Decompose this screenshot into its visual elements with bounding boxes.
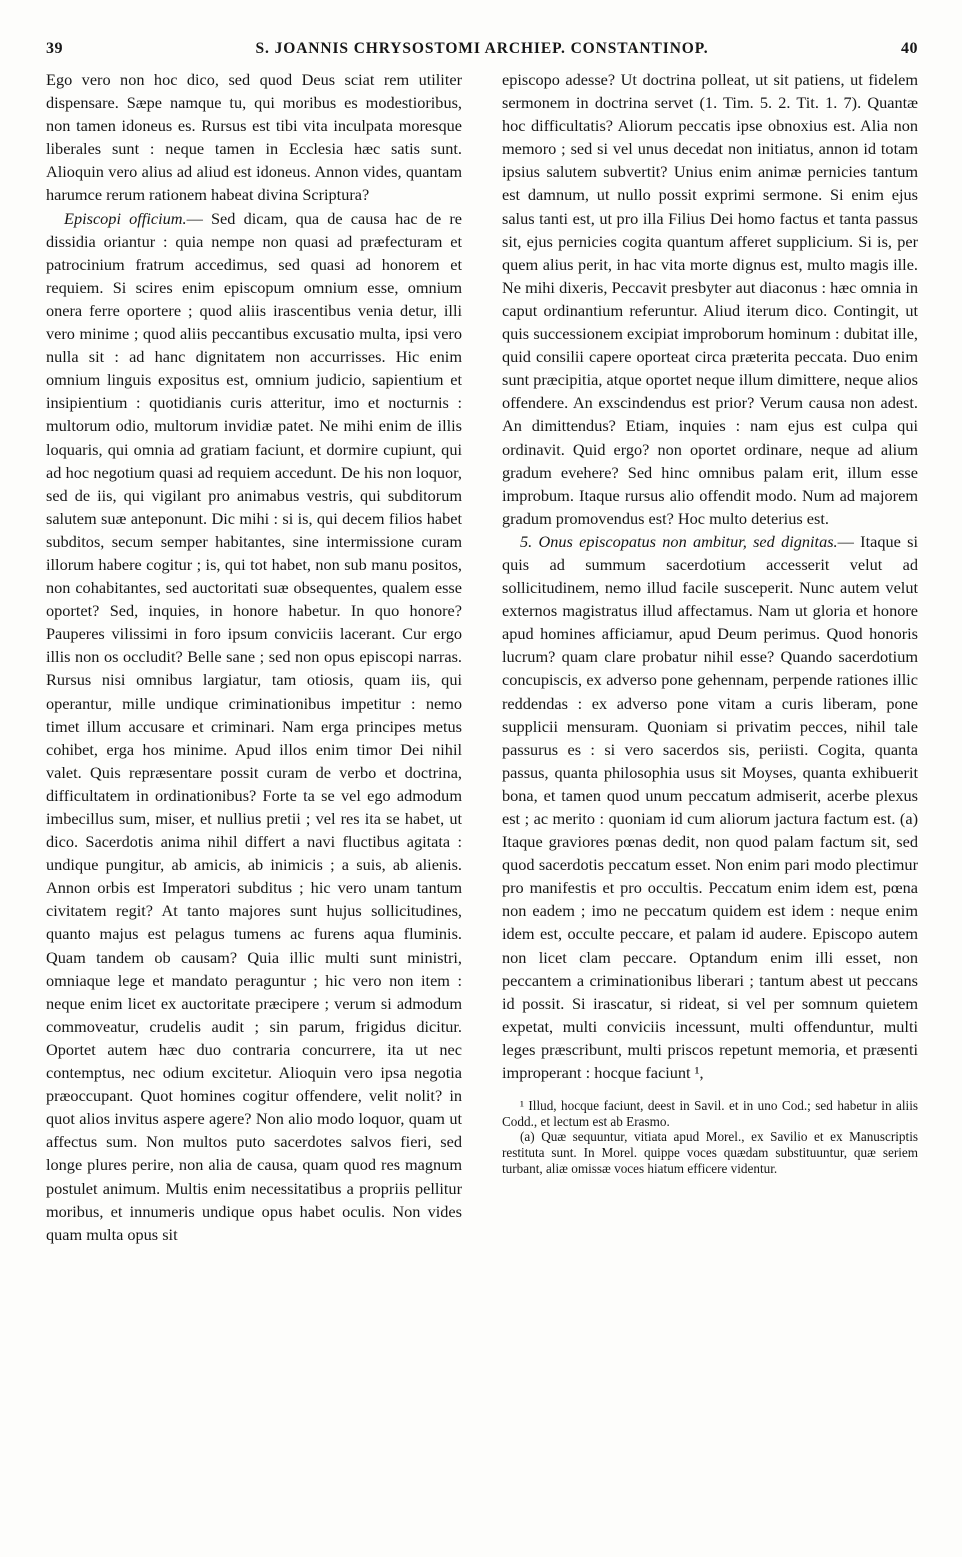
section-heading: Episcopi officium. xyxy=(64,208,187,228)
text-columns xyxy=(46,68,918,1246)
footnote: (a) Quæ sequuntur, vitiata apud Morel., ex Savilio et ex Manuscriptis restituta sunt. In Morel. quippe voces quædam substituuntur, quæ seriem turbant, aliæ omissæ voces hiatum efficere videntur. xyxy=(502,1129,918,1176)
page-number-right: 40 xyxy=(900,40,918,57)
left-column xyxy=(46,68,462,1246)
paragraph: Ego vero non hoc dico, sed quod Deus sciat rem utiliter dispensare. Sæpe namque tu, qui moribus es modestioribus, non tamen idoneus es. Rursus est tibi vita inculpata moresque liberales sunt : neque tamen in Ecclesia hæc satis sunt. Alioquin vero alius ad aliud est idoneus. Annon vides, quantam harumce rerum rationem habeat divina Scriptura? xyxy=(46,70,462,205)
paragraph xyxy=(46,207,462,1246)
running-header xyxy=(46,40,918,66)
paragraph-text: — Sed dicam, qua de causa hac de re dissidia oriantur : quia nempe non quasi ad præfecturam et patrocinium fratrum accedimus, sed quasi ad honorem et requiem. Si scires enim episcopum omnium esse, omnium onera ferre oportere ; quod aliis irascentibus venia detur, illi vero minime ; quod aliis peccantibus excusatio multa, ipsi vero nulla sit : ad hanc dignitatem non accurrisses. Hic enim omnium linguis expositus est, omnium judicio, sapientium et insipientium : quotidianis curis atteritur, imo et nocturnis : multorum odio, multorum invidiæ patet. Ne mihi enim de illis loquaris, qui omnia ad gratiam faciunt, et dormire cupiunt, qui ad hoc negotium quasi ad requiem accedunt. De his non loquor, sed de iis, qui vigilant pro animabus vestris, qui subditorum salutem suæ anteponunt. Dic mihi : si is, qui decem filios habet subditos, secum semper habitantes, sine intermissione curam illorum habere cogitur ; is, qui tot habet, non sub manu positos, non cohabitantes, sed auctoritati suæ obsequentes, qualem esse oportet? Sed, inquies, in honore habetur. In quo honore? Pauperes vilissimi in foro ipsum conviciis lacerant. Cur ergo illis non os occludit? Belle sane ; sed non opus episcopi narras. Rursus nisi omnibus largiatur, tam otiosis, quam iis, qui operantur, mille undique criminationibus impetitur : nemo timet illum accusare et criminari. Nam erga principes metus cohibet, erga hos minime. Apud illos enim timor Dei nihil valet. Quis repræsentare possit curam de verbo et doctrina, difficultatem in ordinationibus? Forte ta se vel ego admodum imbecillus sum, miser, et nullius pretii ; vel res ita se habet, ut dico. Sacerdotis anima nihil differt a navi fluctibus agitata : undique pungitur, ab amicis, ab inimicis ; a suis, ab alienis. Annon orbis est Imperatori subditus ; hic vero unam tantum civitatem regit? At tanto majores sunt hujus sollicitudines, quanto majus est pelagus tumens ac furens aqua fluminis. Quam tandem ob causam? Quia illic multi sunt ministri, omniaque lege et mandato peraguntur ; hic vero non item : neque enim licet ex auctoritate præcipere ; verum si admodum commoveatur, crudelis audit ; sin parum, frigidus dicitur. Oportet autem hæc duo contraria concurrere, ita ut nec contemptus, nec odium excitetur. Alioquin vero ipsa negotia præoccupant. Quot homines cogitur offendere, velit nolit? in quot alios invitus aspere agere? Non alio modo loquor, quam ut affectus sum. Non multos puto sacerdotes salvos fieri, sed longe plures perire, non alia de causa, quam quod res magnum postulet animum. Multis enim necessitatibus a propriis pellitur moribus, et innumeris undique opus habet oculis. Non vides quam multa opus sit xyxy=(46,208,462,1244)
paragraph: episcopo adesse? Ut doctrina polleat, ut sit patiens, ut fidelem sermonem in doctrina servet (1. Tim. 5. 2. Tit. 1. 7). Quantæ hoc difficultatis? Aliorum peccatis ipse obnoxius est. Alia non memoro ; sed si vel unus decedat non initiatus, annon id totam ipsius salutem subvertit? Unius enim animæ pernicies tantum est damnum, ut nullo possit exprimi sermone. Si enim ejus salus tanti est, ut pro illa Filius Dei homo factus et tanta passus sit, ejus pernicies cogita quantum afferet supplicium. Si is, per quem alius perit, in hac vita morte dignus est, multo magis ille. Ne mihi dixeris, Peccavit presbyter aut diaconus : hæc omnia in caput ordinantium referuntur. Aliud iterum dico. Contingit, ut quis successionem excipiat improborum hominum : dubitat ille, quid consilii capere oporteat circa præterita peccata. Duo enim sunt præcipitia, atque oportet neque illum dimittere, neque alios offendere. An exscindendus est prior? Verum causa non adest. An dimittendus? Etiam, inquies : nam ejus est culpa qui ordinavit. Quid ergo? non oportet ordinare, neque ad alium gradum evehere? Sed hinc omnibus palam erit, illum esse improbum. Itaque rursus alio offendit modo. Num ad majorem gradum promovendus est? Hoc multo deterius est. xyxy=(502,70,918,528)
footnote: ¹ Illud, hocque faciunt, deest in Savil. et in uno Cod.; sed habetur in aliis Codd., et lectum est ab Erasmo. xyxy=(502,1098,918,1129)
right-column xyxy=(502,68,918,1246)
footnotes xyxy=(502,1098,918,1176)
paragraph-text: — Itaque si quis ad summum sacerdotium accesserit velut ad sollicitudinem, nemo illud facile susceperit. Nunc autem velut externos magistratus illud affectamus. Nam ut gloria et honore apud homines afficiamur, apud Deum perimus. Quod honoris lucrum? quam clare probatur nihil esse? Quando sacerdotium concupiscis, ex adverso pone gehennam, perpende rationes illic reddendas : ex adverso pone vitam a curis liberam, pone supplicii mensuram. Quoniam si privatim pecces, nihil tale passurus es : si vero sacerdos sis, periisti. Cogita, quanta passus, quanta philosophia usus sit Moyses, quanta exhibuerit bona, et tamen quod unum peccatum admiserit, acerbe plexus est ; ac merito : quoniam id cum aliorum jactura factum est. (a) Itaque graviores pœnas dedit, non quod palam factum sit, sed quod sacerdotis peccatum esset. Non enim pari modo plectimur pro manifestis et pro occultis. Peccatum enim idem est, pœna non eadem ; imo ne peccatum quidem est idem : neque enim idem est, occulte peccare, et palam id audere. Episcopo autem non licet clam peccare. Optandum enim illi esset, non peccantem a criminationibus liberari ; tantum abest ut peccans id possit. Si irascatur, si rideat, si vel per somnum quietem expetat, multi conviciis incessunt, multi offenduntur, multi leges præscribunt, multi priscos repetunt memoria, et præsenti improperant : hocque faciunt ¹, xyxy=(502,531,918,1083)
page-number-left: 39 xyxy=(46,40,63,57)
running-title: S. JOANNIS CHRYSOSTOMI ARCHIEP. CONSTANTINOP. xyxy=(255,40,709,57)
section-heading: 5. Onus episcopatus non ambitur, sed dignitas. xyxy=(520,531,838,551)
paragraph xyxy=(502,530,918,1084)
